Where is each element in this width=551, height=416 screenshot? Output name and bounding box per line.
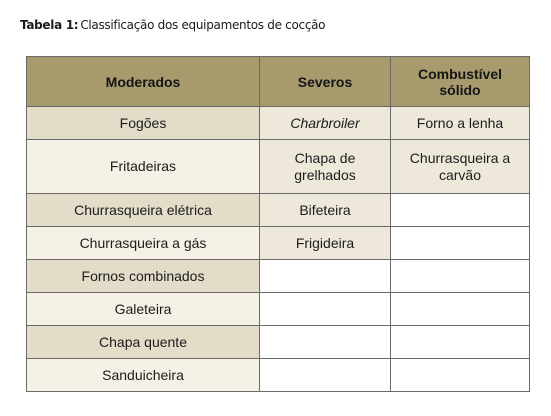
cell-moderados: Galeteira	[27, 293, 260, 326]
cell-combustivel: Forno a lenha	[391, 107, 530, 140]
table-row	[27, 194, 530, 227]
cell-combustivel-empty	[391, 359, 530, 392]
table-row	[27, 359, 530, 392]
table-row	[27, 107, 530, 140]
cell-moderados: Sanduicheira	[27, 359, 260, 392]
cell-severos-empty	[260, 326, 391, 359]
caption-text: Classificação dos equipamentos de cocção	[80, 18, 326, 32]
cell-severos: Bifeteira	[260, 194, 391, 227]
header-combustivel-solido-label: Combustível sólido	[417, 65, 502, 98]
cell-severos	[260, 140, 391, 194]
cell-moderados: Fogões	[27, 107, 260, 140]
cell-combustivel-empty	[391, 260, 530, 293]
caption-label: Tabela 1:	[20, 18, 79, 32]
cell-moderados: Chapa quente	[27, 326, 260, 359]
header-combustivel-solido	[391, 57, 530, 107]
table-row	[27, 227, 530, 260]
cell-moderados: Fritadeiras	[27, 140, 260, 194]
header-severos: Severos	[260, 57, 391, 107]
cell-severos-empty	[260, 260, 391, 293]
cell-moderados: Churrasqueira elétrica	[27, 194, 260, 227]
cell-combustivel-empty	[391, 194, 530, 227]
table-row	[27, 326, 530, 359]
table-row	[27, 293, 530, 326]
cell-severos-empty	[260, 359, 391, 392]
cell-moderados: Churrasqueira a gás	[27, 227, 260, 260]
cell-severos-empty	[260, 293, 391, 326]
cell-moderados: Fornos combinados	[27, 260, 260, 293]
cell-severos: Charbroiler	[260, 107, 391, 140]
table-row	[27, 260, 530, 293]
cell-combustivel-empty	[391, 293, 530, 326]
cell-combustivel	[391, 140, 530, 194]
cell-combustivel-text: Churrasqueira a carvão	[409, 149, 511, 183]
table-caption	[20, 18, 325, 32]
cell-severos: Frigideira	[260, 227, 391, 260]
cell-severos-text: Chapa de grelhados	[294, 149, 356, 183]
cell-combustivel-empty	[391, 326, 530, 359]
table-header-row	[27, 57, 530, 107]
table-row	[27, 140, 530, 194]
header-moderados: Moderados	[27, 57, 260, 107]
equipment-classification-table	[26, 56, 530, 392]
cell-combustivel-empty	[391, 227, 530, 260]
